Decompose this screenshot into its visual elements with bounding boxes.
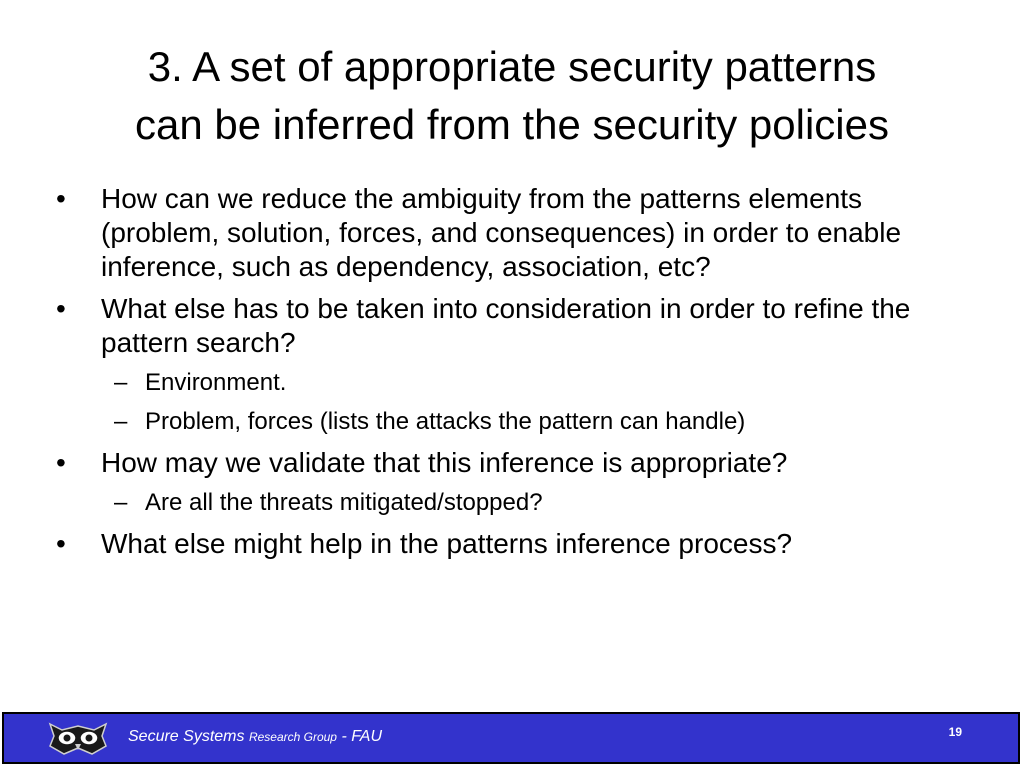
bullet-marker: • [56,183,66,214]
bullet-text: What else might help in the patterns inference process? [101,528,793,559]
owl-logo-icon [46,720,110,756]
sub-bullet-text: Problem, forces (lists the attacks the pattern can handle) [145,408,746,435]
sub-bullet-marker: – [114,369,128,396]
research-group-label [128,726,382,748]
group-name-main: Secure Systems [128,728,245,745]
sub-bullet-marker: – [114,408,128,435]
bullet-text: How can we reduce the ambiguity from the patterns elements (problem, solution, forces, and consequences) in order to enable inference, such as dependency, association, etc? [101,183,902,282]
group-name-suffix: - FAU [341,728,383,745]
bullet-text: What else has to be taken into consideration in order to refine the pattern search? [101,293,911,358]
group-name-rest: Research Group [248,730,337,744]
sub-bullet-marker: – [114,489,128,516]
bullet-marker: • [56,528,66,559]
sub-bullet-item [56,368,986,398]
bullet-marker: • [56,447,66,478]
page-number: 19 [948,725,962,739]
slide-title-line-2: can be inferred from the security policies [134,101,889,148]
bullet-text: How may we validate that this inference is appropriate? [101,447,788,478]
sub-bullet-item [56,488,986,518]
bullet-item [56,182,986,284]
bullet-item [56,527,986,561]
bullet-item [56,292,986,360]
slide-title-line-1: 3. A set of appropriate security patterns [147,43,877,90]
slide-footer [2,712,1020,764]
bullet-item [56,446,986,480]
sub-bullet-item [56,407,986,437]
bullet-marker: • [56,293,66,324]
sub-bullet-text: Are all the threats mitigated/stopped? [145,489,543,516]
sub-bullet-text: Environment. [145,369,287,396]
slide-body [56,182,986,569]
slide-title [40,38,984,154]
